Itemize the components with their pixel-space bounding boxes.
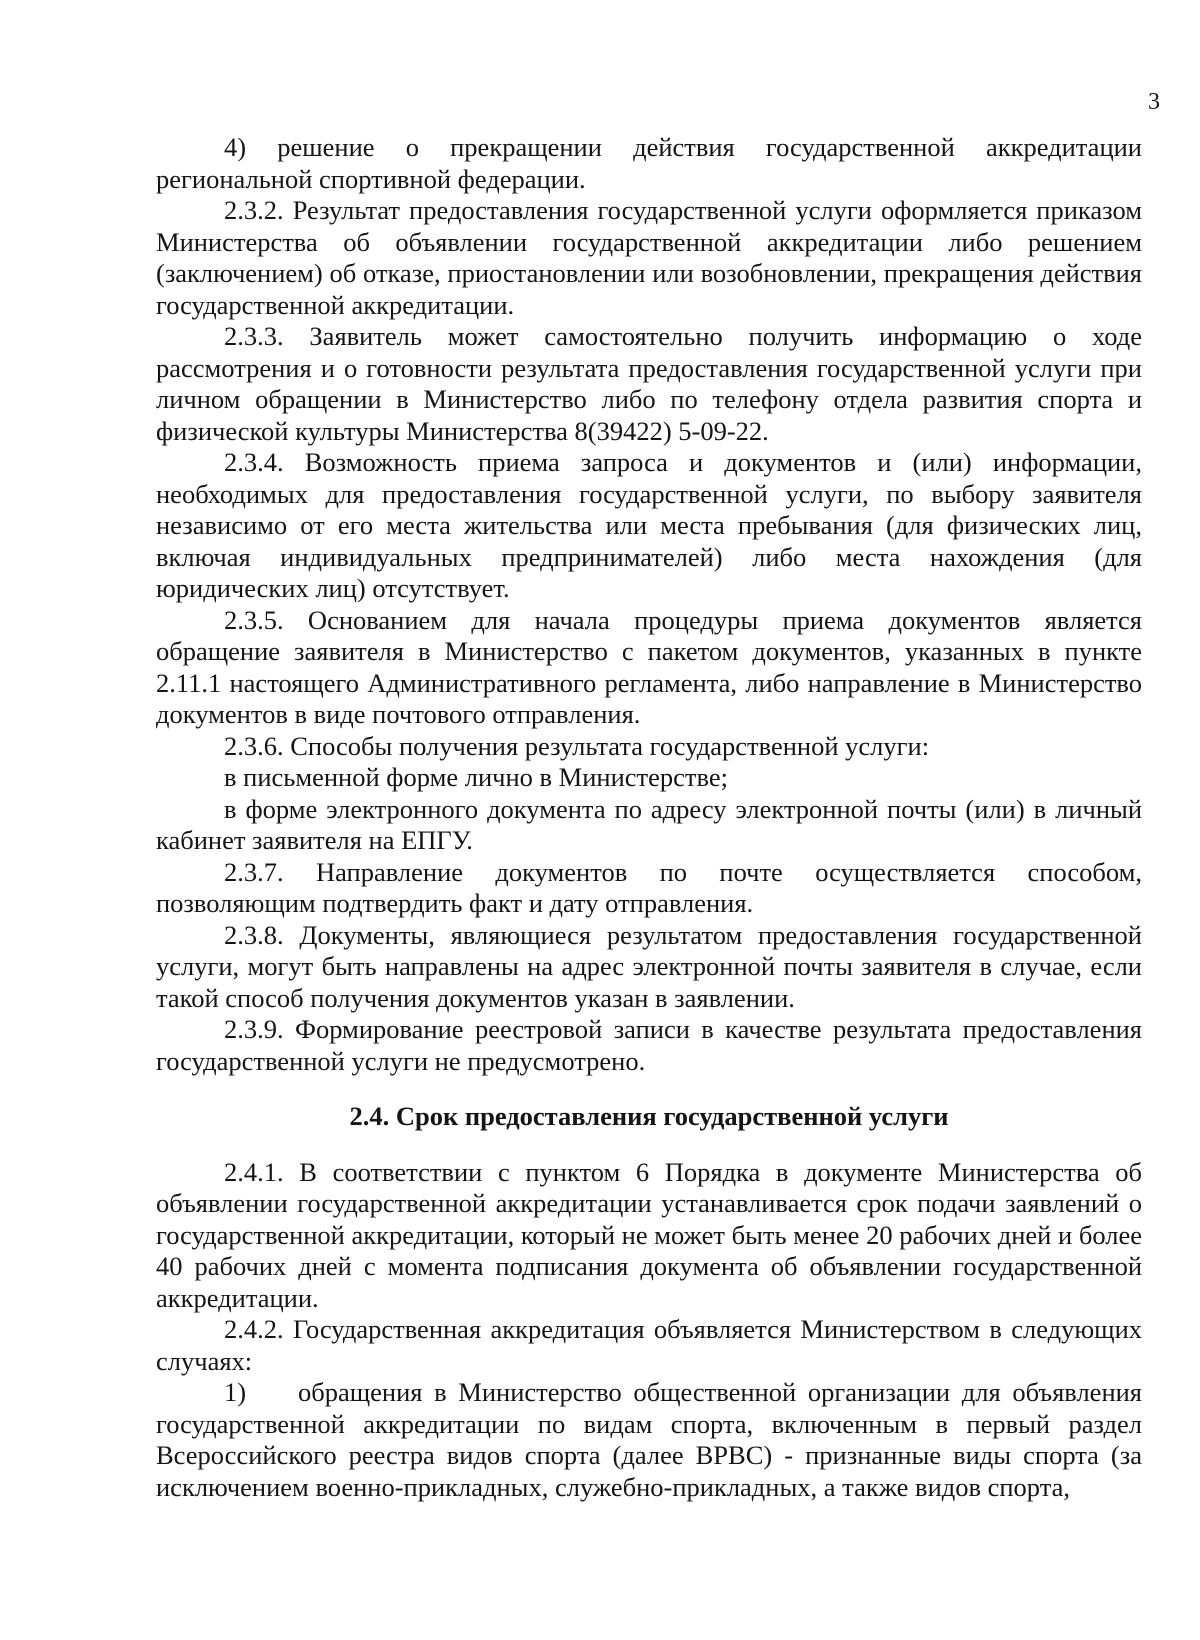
- paragraph-2-3-4: 2.3.4. Возможность приема запроса и документов и (или) информации, необходимых для предоставления государственной услуги, по выбору заявителя независимо от его места жительства или места пребывания (для физических лиц, включая индивидуальных предпринимателей) либо места нахождения (для юридических лиц) отсутствует.: [156, 447, 1142, 603]
- page-number: 3: [1148, 89, 1160, 115]
- paragraph-electronic-form: в форме электронного документа по адресу электронной почты (или) в личный кабинет заявителя на ЕПГУ.: [156, 793, 1142, 855]
- document-body: [156, 132, 1142, 1503]
- list-item-text: обращения в Министерство общественной организации для объявления государственной аккредитации по видам спорта, включенным в первый раздел Всероссийского реестра видов спорта (далее ВРВС) - признанные виды спорта (за исключением военно-прикладных, служебно-прикладных, а также видов спорта,: [156, 1377, 1142, 1502]
- paragraph-item-4: 4) решение о прекращении действия государственной аккредитации региональной спортивной федерации.: [156, 132, 1142, 194]
- paragraph-written-form: в письменной форме лично в Министерстве;: [224, 762, 728, 792]
- paragraph-2-3-8: 2.3.8. Документы, являющиеся результатом предоставления государственной услуги, могут быть направлены на адрес электронной почты заявителя в случае, если такой способ получения документов указан в заявлении.: [156, 919, 1142, 1013]
- paragraph-2-4-2: 2.4.2. Государственная аккредитация объявляется Министерством в следующих случаях:: [156, 1314, 1142, 1376]
- paragraph-2-3-7: 2.3.7. Направление документов по почте осуществляется способом, позволяющим подтвердить факт и дату отправления.: [156, 856, 1142, 918]
- list-item-1: [156, 1377, 1142, 1503]
- paragraph-2-3-3: 2.3.3. Заявитель может самостоятельно получить информацию о ходе рассмотрения и о готовности результата предоставления государственной услуги при личном обращении в Министерство либо по телефону отдела развития спорта и физической культуры Министерства 8(39422) 5-09-22.: [156, 321, 1142, 446]
- paragraph-2-4-1: 2.4.1. В соответствии с пунктом 6 Порядка в документе Министерства об объявлении государственной аккредитации устанавливается срок подачи заявлений о государственной аккредитации, который не может быть менее 20 рабочих дней и более 40 рабочих дней с момента подписания документа об объявлении государственной аккредитации.: [156, 1156, 1142, 1313]
- paragraph-2-3-5: 2.3.5. Основанием для начала процедуры приема документов является обращение заявителя в Министерство с пакетом документов, указанных в пункте 2.11.1 настоящего Административного регламента, либо направление в Министерство документов в виде почтового отправления.: [156, 604, 1142, 729]
- section-heading: 2.4. Срок предоставления государственной услуги: [349, 1101, 949, 1131]
- paragraph-2-3-2: 2.3.2. Результат предоставления государственной услуги оформляется приказом Министерства об объявлении государственной аккредитации либо решением (заключением) об отказе, приостановлении или возобновлении, прекращения действия государственной аккредитации.: [156, 195, 1142, 320]
- list-item-marker: 1): [224, 1377, 247, 1407]
- paragraph-2-3-6: 2.3.6. Способы получения результата государственной услуги:: [224, 730, 930, 761]
- paragraph-2-3-9: 2.3.9. Формирование реестровой записи в качестве результата предоставления государственной услуги не предусмотрено.: [156, 1014, 1142, 1076]
